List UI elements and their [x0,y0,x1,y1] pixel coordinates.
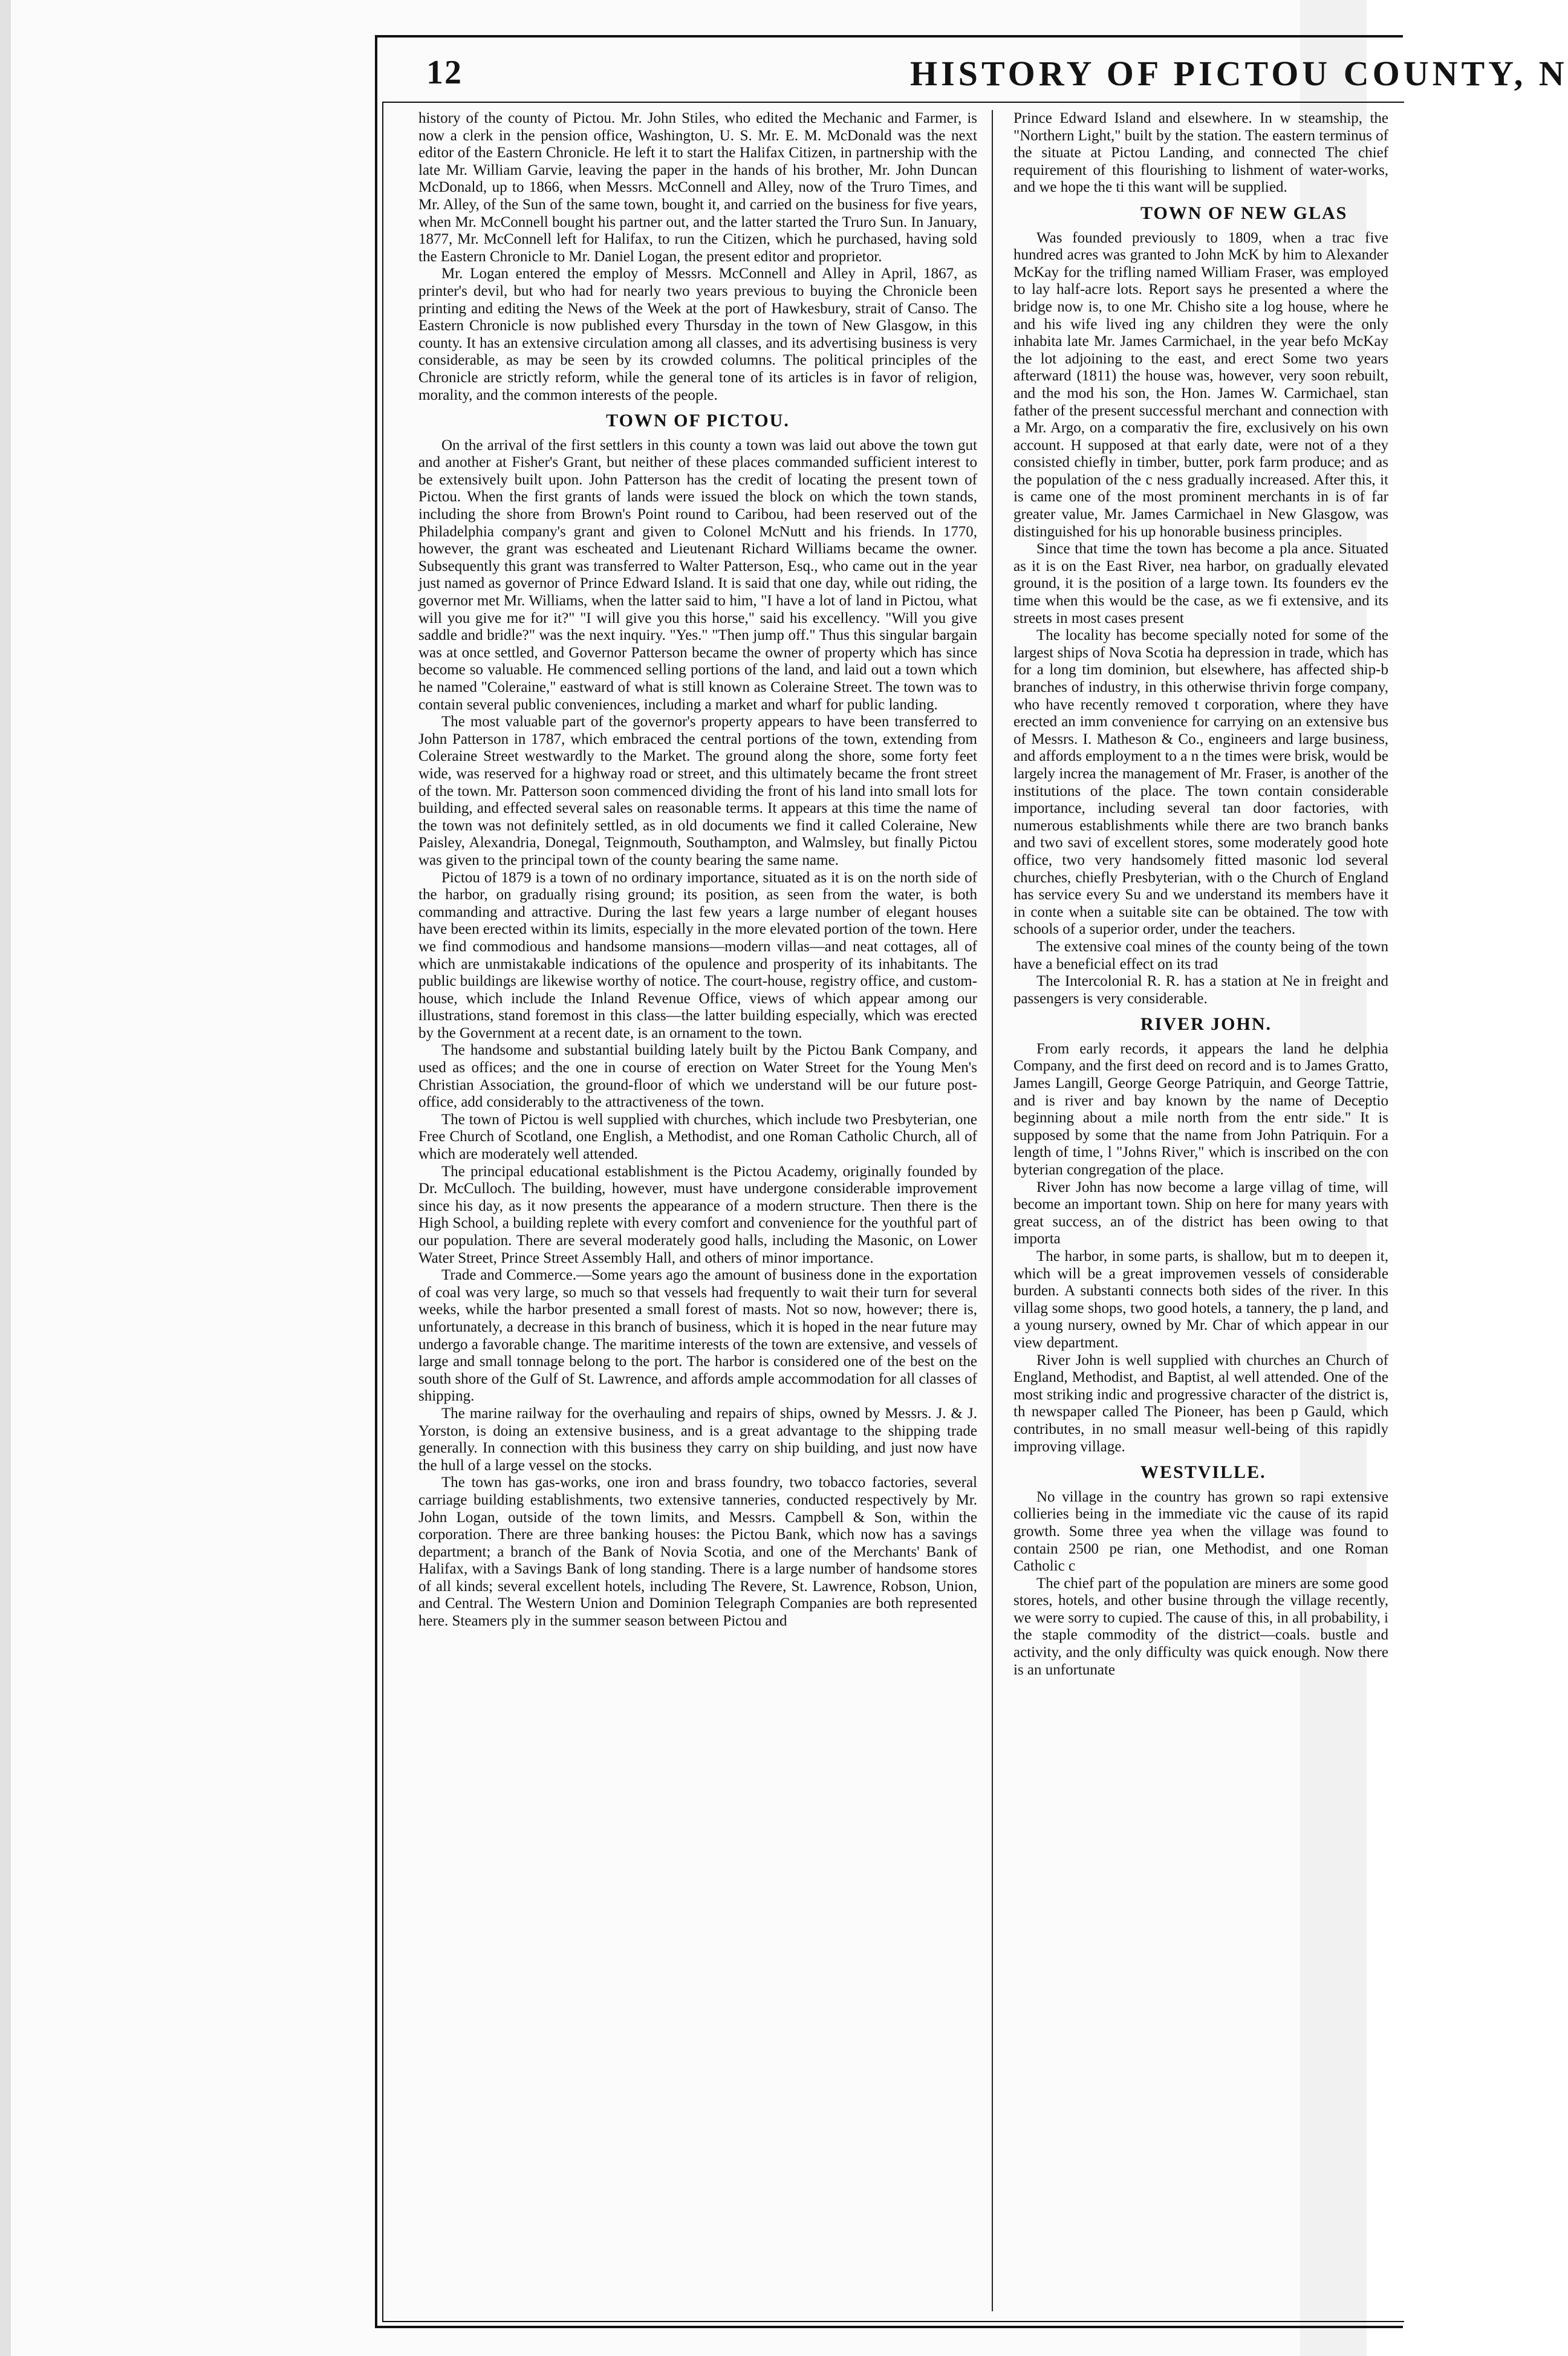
paragraph: The locality has become specially noted for some of the largest ships of Nova Scotia ha depression in trade, which has for a long tim dominion, but elsewhere, has affected ship-b branches of industry, in this otherwise thrivin forge company, who have recently removed t corporation, where they have erected an imm convenience for carrying on an extensive bus of Messrs. I. Matheson & Co., engineers and large business, and affords employment to a n the times were brisk, would be largely increa the management of Mr. Fraser, is another of the institutions of the place. The town contain considerable importance, including several tan door factories, with numerous establishments while there are two branch banks and two savi of excellent stores, some moderately good hote office, two very handsomely fitted masonic lod several churches, chiefly Presbyterian, with o the Church of England has service every Su and we understand its members have it in conte when a suitable site can be obtained. The tow with schools of a superior order, under the teachers. [1013,627,1388,938]
paragraph: Since that time the town has become a pla ance. Situated as it is on the East River, nea harbor, on gradually elevated ground, it is the position of a large town. Its founders ev the time when this would be the case, as we fi extensive, and its streets in most cases present [1013,541,1388,626]
paragraph: Was founded previously to 1809, when a trac five hundred acres was granted to John McK by him to Alexander McKay for the trifling named William Fraser, was employed to lay half-acre lots. Report says he presented a where the bridge now is, to one Mr. Chisho site a log house, where he and his wife lived ing any children they were the only inhabita late Mr. James Carmichael, in the year befo McKay the lot adjoining to the east, and erect Some two years afterward (1811) the house was, however, very soon rebuilt, and the mod his son, the Hon. James W. Carmichael, stan father of the present successful merchant and connection with a Mr. Argo, on a comparativ the fire, exclusively on his own account. H supposed at that early date, were not of a they consisted chiefly in timber, butter, pork farm produce; and as the population of the c ness gradually increased. After this, it is came one of the most prominent merchants in is of far greater value, Mr. James Carmichael in New Glasgow, was distinguished for his up honorable business principles. [1013,229,1388,540]
section-heading-town-of-new-glasgow: TOWN OF NEW GLAS [1140,203,1348,223]
left-column [418,110,977,1630]
paragraph: The chief part of the population are miners are some good stores, hotels, and other busine through the village recently, we were sorry to cupied. The cause of this, in all probability, i the staple commodity of the district—coals. bustle and activity, and the only difficulty was quick enough. Now there is an unfortunate [1013,1575,1388,1678]
paragraph: Pictou of 1879 is a town of no ordinary importance, situated as it is on the north side of the harbor, on gradually rising ground; its position, as seen from the water, is both commanding and attractive. During the last few years a large number of elegant houses have been erected within its limits, especially in the more elevated portion of the town. Here we find commodious and handsome mansions—modern villas—and neat cottages, all of which are unmistakable indications of the opulence and prosperity of its inhabitants. The public buildings are likewise worthy of notice. The court-house, registry office, and custom-house, which include the Inland Revenue Office, views of which appear among our illustrations, stand foremost in this class—the latter building especially, which was erected by the Government at a recent date, is an ornament to the town. [418,869,977,1041]
paragraph: The Intercolonial R. R. has a station at Ne in freight and passengers is very considerable. [1013,973,1388,1007]
paragraph: Mr. Logan entered the employ of Messrs. McConnell and Alley in April, 1867, as printer's devil, but who had for nearly two years previous to buying the Chronicle been printing and editing the News of the Week at the port of Hawkesbury, strait of Canso. The Eastern Chronicle is now published every Thursday in the town of New Glasgow, in this county. It has an extensive circulation among all classes, and its advertising business is very considerable, as may be seen by its crowded columns. The political principles of the Chronicle are strictly reform, while the general tone of its articles is in favor of religion, morality, and the common interests of the people. [418,265,977,403]
paragraph: River John has now become a large villag of time, will become an important town. Ship on here for many years with great success, an of the district has been owing to that importa [1013,1179,1388,1248]
paragraph: The most valuable part of the governor's property appears to have been transferred to John Patterson in 1787, which embraced the central portions of the town, extending from Coleraine Street westwardly to the Market. The ground along the shore, some forty feet wide, was reserved for a highway road or street, and this ultimately became the front street of the town. Mr. Patterson soon commenced dividing the front of his land into small lots for building, and effected several sales on reasonable terms. It appears at this time the name of the town was not definitely settled, as in old documents we find it called Coleraine, New Paisley, Alexandria, Donegal, Teignmouth, Southampton, and Walmsley, but finally Pictou was given to the principal town of the county bearing the same name. [418,714,977,868]
section-heading-town-of-pictou: TOWN OF PICTOU. [606,411,790,431]
section-heading-westville: WESTVILLE. [1140,1462,1266,1483]
paragraph: Trade and Commerce.—Some years ago the amount of business done in the exportation of coal was very large, so much so that vessels had frequently to wait their turn for several weeks, while the harbor presented a small forest of masts. Not so now, however; there is, unfortunately, a decrease in this branch of business, which it is hoped in the near future may undergo a favorable change. The maritime interests of the town are extensive, and vessels of large and small tonnage belong to the port. The harbor is considered one of the best on the south shore of the Gulf of St. Lawrence, and affords ample accommodation for all classes of shipping. [418,1267,977,1405]
running-title: HISTORY OF PICTOU COUNTY, N [910,54,1568,93]
paragraph: Prince Edward Island and elsewhere. In w steamship, the "Northern Light," built by the station. The eastern terminus of the situate at Pictou Landing, and connected The chief requirement of this flourishing to lishment of water-works, and we hope the ti this want will be supplied. [1013,110,1388,196]
paragraph: On the arrival of the first settlers in this county a town was laid out above the town gut and another at Fisher's Grant, but neither of these places commanded sufficient interest to be extensively built upon. John Patterson has the credit of locating the present town of Pictou. When the first grants of lands were issued the block on which the town stands, including the shore from Brown's Point round to Caribou, had been reserved out of the Philadelphia company's grant and given to Colonel McNutt and his friends. In 1770, however, the grant was escheated and Lieutenant Richard Williams became the owner. Subsequently this grant was transferred to Walter Patterson, Esq., who came out in the year just named as governor of Prince Edward Island. It is said that one day, while out riding, the governor met Mr. Williams, when the latter said to him, "I have a lot of land in Pictou, what will you give me for it?" "I will give you this horse," said his excellency. "Will you give saddle and bridle?" was the next inquiry. "Yes." "Then jump off." Thus this singular bargain was at once settled, and Governor Patterson became the owner of property which has since become so valuable. He commenced selling portions of the land, and laid out a town which he named "Coleraine," eastward of what is still known as Coleraine Street. The town was to contain several public conveniences, including a market and wharf for public landing. [418,437,977,713]
section-heading-river-john: RIVER JOHN. [1140,1014,1272,1035]
column-divider [992,110,993,2311]
paragraph: The town has gas-works, one iron and brass foundry, two tobacco factories, several carriage building establishments, two extensive tanneries, conducted respectively by Mr. John Logan, outside of the town limits, and Messrs. Campbell & Son, within the corporation. There are three banking houses: the Pictou Bank, which now has a savings department; a branch of the Bank of Novia Scotia, and one of the Merchants' Bank of Halifax, with a Savings Bank of long standing. There is a large number of handsome stores of all kinds; several excellent hotels, including The Revere, St. Lawrence, Robson, Union, and Central. The Western Union and Dominion Telegraph Companies are both represented here. Steamers ply in the summer season between Pictou and [418,1474,977,1630]
paragraph: The town of Pictou is well supplied with churches, which include two Presbyterian, one Free Church of Scotland, one English, a Methodist, and one Roman Catholic Church, all of which are moderately well attended. [418,1111,977,1163]
paragraph: From early records, it appears the land he delphia Company, and the first deed on record and is to James Gratto, James Langill, George George Patriquin, and George Tattrie, and is river and bay known by the name of Deceptio beginning about a mile north from the entr side." It is supposed by some that the name from John Patriquin. For a length of time, l "Johns River," which is inscribed on the con byterian congregation of the place. [1013,1040,1388,1179]
paragraph: The extensive coal mines of the county being of the town have a beneficial effect on its trad [1013,938,1388,972]
right-column-clip [1013,110,1388,2317]
paragraph: The handsome and substantial building lately built by the Pictou Bank Company, and used as offices; and the one in course of erection on Water Street for the Young Men's Christian Association, the ground-floor of which we understand will be our future post-office, add considerably to the attractiveness of the town. [418,1042,977,1111]
page-number: 12 [426,54,463,91]
paragraph: The harbor, in some parts, is shallow, but m to deepen it, which will be a great improvemen vessels of considerable burden. A substanti connects both sides of the river. In this villag some shops, two good hotels, a tannery, the p land, and a young nursery, owned by Mr. Char of which appear in our view department. [1013,1248,1388,1351]
paragraph: River John is well supplied with churches an Church of England, Methodist, and Baptist, al well attended. One of the most striking indic and progressive character of the district is, th newspaper called The Pioneer, has been p Gauld, which contributes, in no small measur well-being of this rapidly improving village. [1013,1352,1388,1455]
paragraph: history of the county of Pictou. Mr. John Stiles, who edited the Mechanic and Farmer, is now a clerk in the pension office, Washington, U. S. Mr. E. M. McDonald was the next editor of the Eastern Chronicle. He left it to start the Halifax Citizen, in partnership with the late Mr. William Garvie, leaving the paper in the hands of his brother, Mr. John Duncan McDonald, up to 1866, when Messrs. McConnell and Alley, now of the Truro Times, and Mr. Alley, of the Sun of the same town, bought it, and carried on the business for five years, when Mr. McConnell bought his partner out, and the latter started the Truro Sun. In January, 1877, Mr. McConnell left for Halifax, to run the Citizen, which he purchased, having sold the Eastern Chronicle to Mr. Daniel Logan, the present editor and proprietor. [418,110,977,265]
right-column [1013,110,1388,1679]
paragraph: The marine railway for the overhauling and repairs of ships, owned by Messrs. J. & J. Yorston, is doing an extensive business, and is a great advantage to the shipping trade generally. In connection with this business they carry on ship building, and just now have the hull of a large vessel on the stocks. [418,1405,977,1474]
paragraph: The principal educational establishment is the Pictou Academy, originally founded by Dr. McCulloch. The building, however, must have undergone considerable improvement since his day, as it now presents the appearance of a modern structure. Then there is the High School, a building replete with every comfort and convenience for the youthful part of our population. There are several moderately good halls, including the Masonic, on Lower Water Street, Prince Street Assembly Hall, and others of minor importance. [418,1163,977,1266]
paragraph: No village in the country has grown so rapi extensive collieries being in the immediate vic the cause of its rapid growth. Some three yea when the village was found to contain 2500 pe rian, one Methodist, and one Roman Catholic c [1013,1488,1388,1575]
